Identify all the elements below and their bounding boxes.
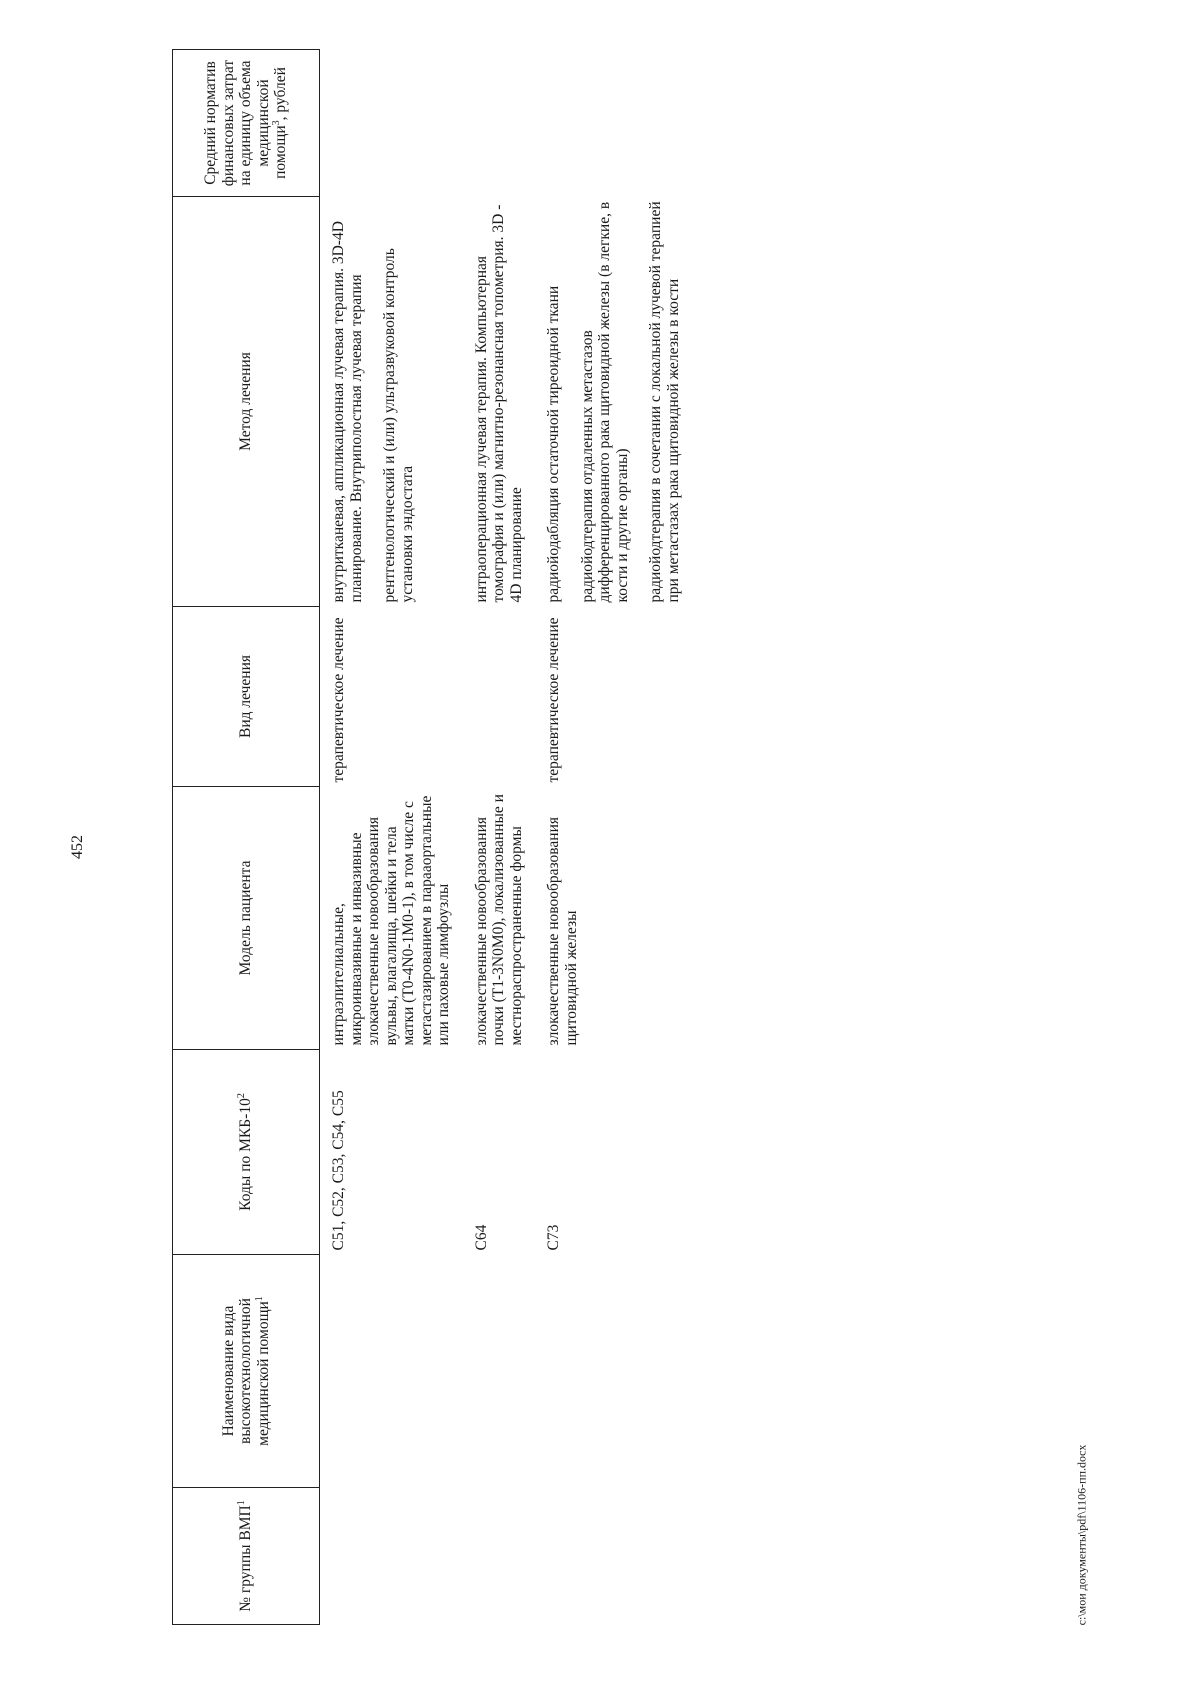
cell-model: интраэпителиальные, микроинвазивные и инвазивные злокачественные новообразования вульвы, влагалища, шейки и тела матки (T0-4N0-1M0-1), в том числе с метастазированием в парааортальные или паховые лимфоузлы bbox=[330, 795, 452, 1046]
method-item: радиойодтерапия отдаленных метастазов дифференцированного рака щитовидной железы (в легкие, в кости и другие органы) bbox=[578, 201, 631, 603]
header-name: Наименование вида высокотехнологичной медицинской помощи$^1$ bbox=[173, 1255, 320, 1488]
table-row bbox=[545, 50, 702, 1625]
cell-codes: C73 bbox=[545, 1224, 562, 1251]
method-item: радиойодабляция остаточной тиреоидной ткани bbox=[545, 285, 562, 603]
cell-cost bbox=[320, 50, 473, 197]
table-row bbox=[320, 50, 473, 1625]
cell-cost bbox=[473, 50, 546, 197]
cell-group bbox=[320, 1488, 473, 1625]
cell-group bbox=[473, 1488, 546, 1625]
table-row bbox=[473, 50, 546, 1625]
header-model: Модель пациента bbox=[173, 787, 320, 1050]
cell-name bbox=[320, 1255, 473, 1488]
page-number: 452 bbox=[69, 835, 86, 859]
cell-name bbox=[545, 1255, 702, 1488]
method-item: внутритканевая, аппликационная лучевая терапия. 3D-4D планирование. Внутриполостная лучевая терапия bbox=[330, 221, 365, 603]
rotated-table-container bbox=[172, 0, 1200, 1625]
cell-kind bbox=[473, 607, 546, 787]
cell-group bbox=[545, 1488, 702, 1625]
header-codes: Коды по МКБ-$10^2$ bbox=[173, 1050, 320, 1255]
method-item: радиойодтерапия в сочетании с локальной лучевой терапией при метастазах рака щитовидной железы в кости bbox=[647, 201, 682, 603]
vmp-table bbox=[172, 49, 702, 1625]
cell-model: злокачественные новообразования почки (T1-3N0M0), локализованные и местнораспространенные формы bbox=[472, 794, 525, 1046]
cell-kind: терапевтическое лечение bbox=[330, 617, 347, 783]
header-group: № группы ВМП$^1$ bbox=[173, 1488, 320, 1625]
cell-name bbox=[473, 1255, 546, 1488]
cell-model: злокачественные новообразования щитовидной железы bbox=[545, 816, 580, 1046]
table-header bbox=[173, 50, 320, 1625]
header-cost: Средний норматив финансовых затрат на единицу объема медицинской помощи$^3$, рублей bbox=[173, 50, 320, 197]
cell-method bbox=[545, 197, 702, 607]
footer-file-path: c:\мои документы\pdf\1106-пп.docx bbox=[1074, 1444, 1089, 1626]
cell-cost bbox=[545, 50, 702, 197]
cell-method bbox=[320, 197, 473, 607]
method-item: рентгенологический и (или) ультразвуковой контроль установки эндостата bbox=[381, 248, 416, 603]
cell-codes: C64 bbox=[472, 1224, 490, 1251]
header-kind: Вид лечения bbox=[173, 607, 320, 787]
method-item: интраоперационная лучевая терапия. Компьютерная томография и (или) магнитно-резонансная топометрия. 3D - 4D планирование bbox=[472, 204, 525, 603]
cell-codes: C51, C52, C53, C54, C55 bbox=[330, 1090, 347, 1251]
cell-kind: терапевтическое лечение bbox=[545, 617, 562, 783]
header-method: Метод лечения bbox=[173, 197, 320, 607]
cell-method bbox=[473, 197, 546, 607]
